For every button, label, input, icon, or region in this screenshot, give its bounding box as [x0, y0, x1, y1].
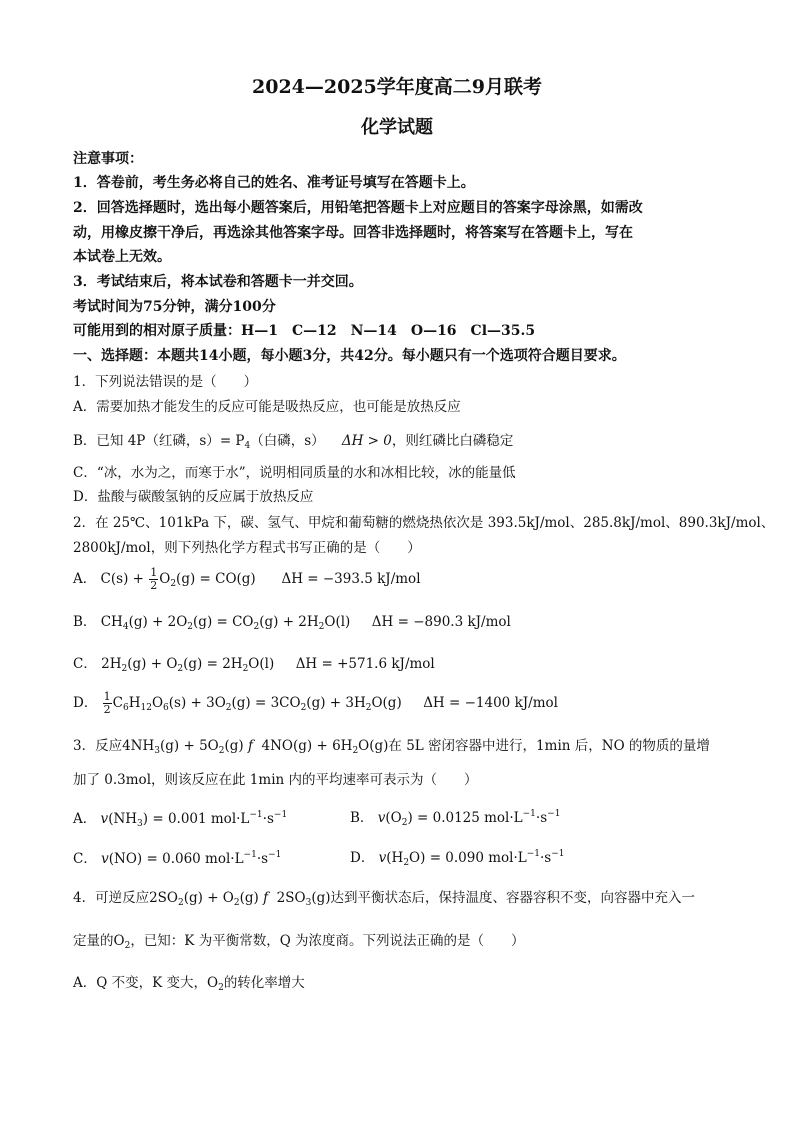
q3-stem-line-2: 加了 0.3mol，则该反应在此 1min 内的平均速率可表示为（ ）: [73, 772, 478, 788]
atomic-masses: 可能用到的相对原子质量：H—1 C—12 N—14 O—16 Cl—35.5: [73, 323, 536, 339]
q2-a-label: A．: [73, 571, 97, 587]
q4-stem-line-1: [73, 889, 695, 912]
q1-option-c: C．“冰，水为之，而寒于水”，说明相同质量的水和冰相比较，冰的能量低: [73, 465, 516, 481]
q2-option-d: [73, 690, 558, 721]
exam-time: 考试时间为75分钟，满分100分: [73, 299, 276, 315]
q3-b-val: = 0.0125 mol·L: [417, 810, 523, 826]
q3-option-c: [73, 846, 281, 868]
q2-b-equation: $CH_4(g) + 2O_2(g) = CO_2(g) + 2H_2O(l)$: [100, 614, 351, 632]
q2-c-equation: $2H_2(g) + O_2(g) = 2H_2O(l)$: [101, 656, 275, 674]
q1-b-post: ，则红磷比白磷稳定: [391, 433, 514, 449]
subject-title: 化学试题: [361, 117, 433, 138]
note-2-line-2: 动，用橡皮擦干净后，再选涂其他答案字母。回答非选择题时，将答案写在答题卡上，写在: [73, 225, 633, 241]
q2-option-b: [73, 613, 511, 636]
q2-b-dh: ΔH = −890.3 kJ/mol: [371, 614, 511, 630]
q2-c-dh: ΔH = +571.6 kJ/mol: [295, 656, 435, 672]
q2-a-equation: C(s) + $\frac{1}{2}$ $O_2(g) = CO(g)$: [100, 566, 256, 592]
q1-b-dh: ΔH > 0: [341, 433, 392, 449]
q1-b-sub: 4: [244, 441, 251, 451]
q3-a-label: A．: [73, 811, 97, 827]
note-2-line-1: 2．回答选择题时，选出每小题答案后，用铅笔把答题卡上对应题目的答案字母涂黑，如需改: [73, 200, 643, 216]
q1-option-b: [73, 432, 513, 455]
q4-a-o2: $O_2$: [207, 975, 224, 993]
q4-a-post: 的转化率增大: [223, 975, 305, 991]
q2-stem-line-2: 2800kJ/mol，则下列热化学方程式书写正确的是（ ）: [73, 540, 421, 556]
q2-c-label: C．: [73, 656, 97, 672]
q3-stem-pre: 3．反应: [73, 738, 123, 754]
q3-a-expr: $v(NH_3) = 0.001$ $mol\cdot L^{-1}\cdot s^{-1}$: [100, 810, 288, 829]
q1-b-eq: = P: [219, 433, 245, 449]
q4-stem-pre: 4．可逆反应: [73, 890, 150, 906]
q3-reaction: $4NH_3(g) + 5O_2(g)$ f $4NO(g) + 6H_2O(g)$: [122, 738, 389, 756]
q3-d-val: = 0.090 mol·L: [429, 850, 527, 866]
q3-c-val: = 0.060 mol·L: [146, 851, 244, 867]
q3-b-label: B．: [350, 810, 374, 826]
q4-option-a: [73, 974, 305, 997]
q2-a-dh: ΔH = −393.5 kJ/mol: [281, 571, 421, 587]
q3-d-expr: $v(H_2O) = 0.090$ $mol\cdot L^{-1}\cdot s^{-1}$: [378, 849, 565, 868]
q2-stem-line-1: 2．在 25℃、101kPa 下，碳、氢气、甲烷和葡萄糖的燃烧热依次是 393.5kJ/mol、285.8kJ/mol、890.3kJ/mol、: [73, 515, 775, 531]
note-2-line-3: 本试卷上无效。: [73, 249, 171, 265]
q2-d-label: D．: [73, 695, 98, 711]
note-1: 1．答卷前，考生务必将自己的姓名、准考证号填写在答题卡上。: [73, 175, 475, 191]
q3-stem-post: 在 5L 密闭容器中进行，1min 后，NO 的物质的量增: [388, 738, 710, 754]
q2-option-a: [73, 566, 421, 597]
q3-d-label: D．: [350, 850, 375, 866]
q4-a-pre: A．Q 不变，K 变大，: [73, 975, 207, 991]
q2-d-dh: ΔH = −1400 kJ/mol: [423, 695, 558, 711]
q1-option-a: A．需要加热才能发生的反应可能是吸热反应，也可能是放热反应: [73, 399, 461, 415]
q3-option-b: [350, 806, 560, 828]
q4-reaction: $2SO_2(g) + O_2(g)$ f $2SO_3(g)$: [149, 890, 331, 908]
q4-stem-post: 达到平衡状态后，保持温度、容器容积不变，向容器中充入一: [330, 890, 695, 906]
q1-b-mid: （白磷，s）: [250, 433, 325, 449]
exam-title: 2024—2025学年度高二9月联考: [252, 76, 542, 98]
q3-b-expr: $v(O_2) = 0.0125$ $mol\cdot L^{-1}\cdot s^{-1}$: [377, 809, 561, 828]
q1-option-d: D．盐酸与碳酸氢钠的反应属于放热反应: [73, 489, 314, 505]
notes-heading: 注意事项：: [73, 151, 143, 167]
q2-d-equation: $\frac{1}{2}$ $C_6H_{12}O_6(s) + 3O_2(g) = 3CO_2(g) + 3H_2O(g)$: [103, 690, 402, 716]
q4-o2: $O_2$: [113, 933, 131, 951]
q3-option-a: [73, 806, 287, 833]
q2-b-label: B．: [73, 614, 97, 630]
q2-option-c: [73, 655, 435, 678]
q3-c-expr: v(NO) = 0.060 $mol\cdot L^{-1}\cdot s^{-1}$: [101, 850, 282, 867]
q1-stem: 1．下列说法错误的是（ ）: [73, 374, 258, 390]
q4-stem-line-2: [73, 932, 525, 955]
note-3: 3．考试结束后，将本试卷和答题卡一并交回。: [73, 274, 363, 290]
section-1-heading: 一、选择题：本题共14小题，每小题3分，共42分。每小题只有一个选项符合题目要求。: [73, 348, 626, 364]
q1-b-pre: B．已知 4P（红磷，s）: [73, 433, 220, 449]
q4-stem2-post: ，已知：K 为平衡常数，Q 为浓度商。下列说法正确的是（ ）: [130, 933, 525, 949]
q3-stem-line-1: [73, 737, 710, 760]
q3-a-val: = 0.001 mol·L: [152, 811, 250, 827]
q4-stem2-pre: 定量的: [73, 933, 114, 949]
q3-c-label: C．: [73, 851, 97, 867]
q3-option-d: [350, 846, 565, 868]
